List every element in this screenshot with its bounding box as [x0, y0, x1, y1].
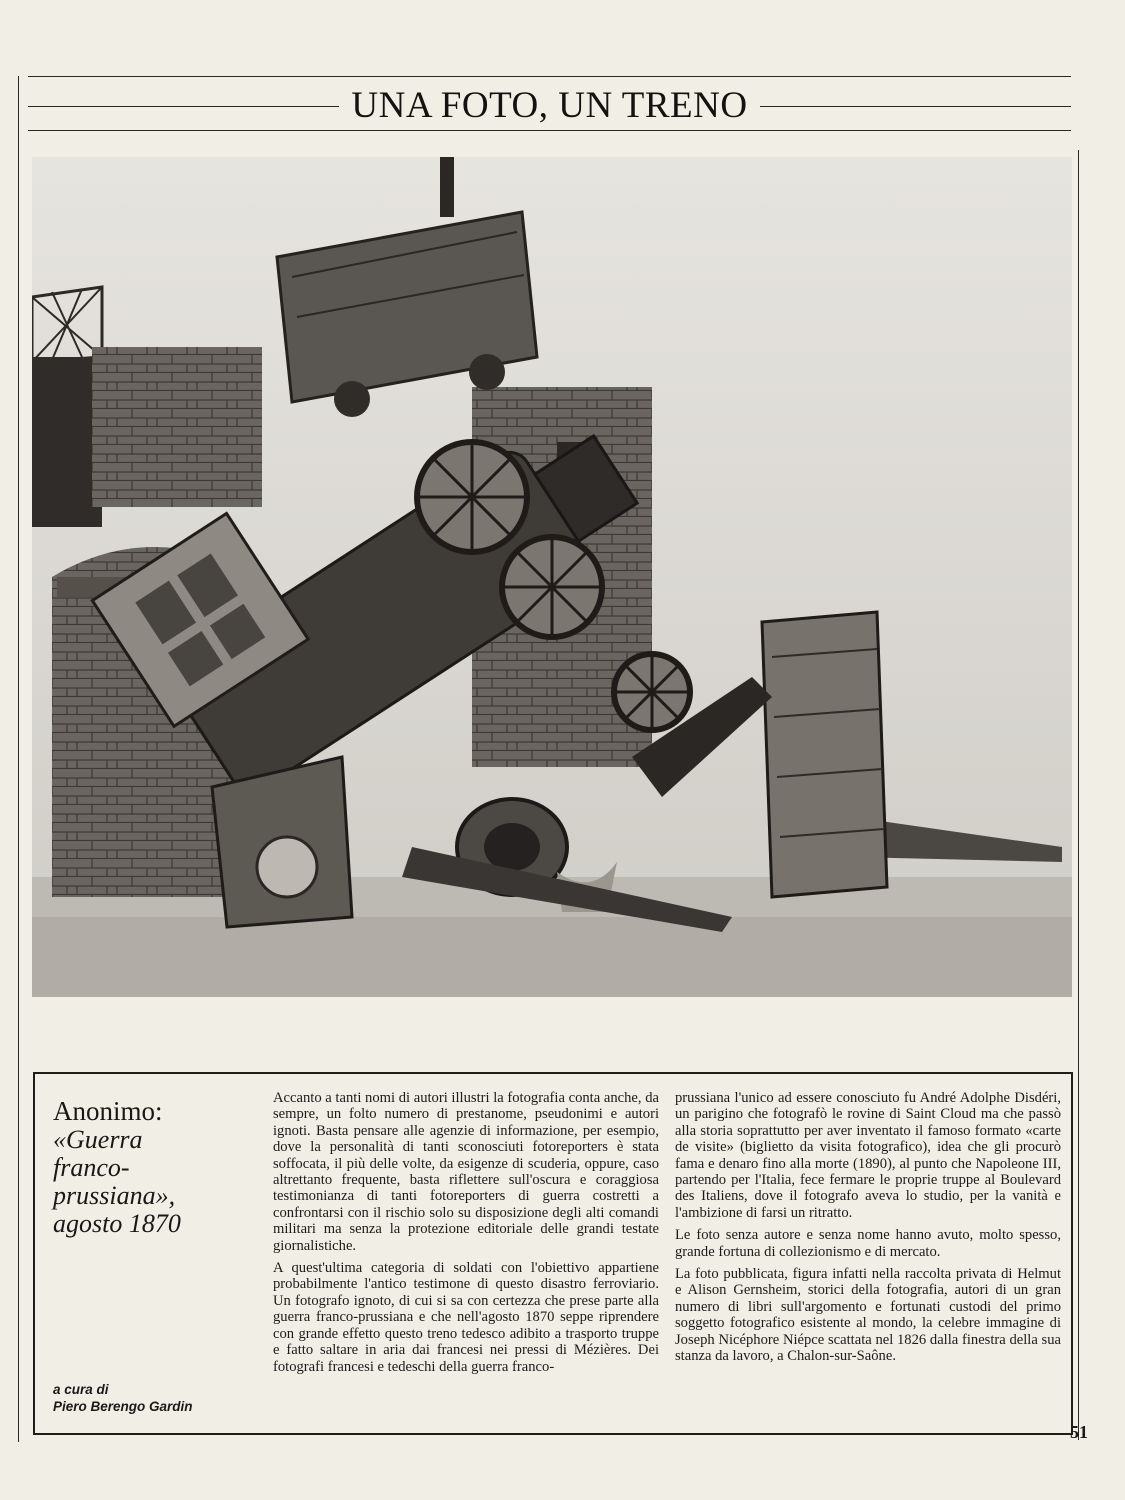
- train-wreck-illustration: [32, 157, 1072, 997]
- article-column-1: [273, 1090, 659, 1381]
- header-rule-top: [28, 76, 1071, 77]
- header: [28, 84, 1071, 128]
- photo-author: Anonimo:: [53, 1096, 163, 1126]
- curator-prefix: a cura di: [53, 1382, 109, 1397]
- article-paragraph: Le foto senza autore e senza nome hanno avuto, molto spesso, grande fortuna di collezionismo e di mercato.: [675, 1227, 1061, 1260]
- article-column-2: [675, 1090, 1061, 1371]
- article-paragraph: Accanto a tanti nomi di autori illustri la fotografia conta anche, da sempre, un folto numero di prestanome, pseudonimi e autori ignoti. Basta pensare alle agenzie di informazione, per esempio, dove la personalità di tanti sconosciuti fotoreporters è stata soffocata, il più delle volte, da esigenze di scuderia, oppure, caso altrettanto frequente, basta riflettere sull'oscura e coraggiosa testimonianza di tanti fotoreporters di guerra costretti a confrontarsi con il rischio solo su disposizione degli alti comandi militari ma senza la protezione editoriale delle grandi testate giornalistiche.: [273, 1090, 659, 1254]
- article-paragraph: prussiana l'unico ad essere conosciuto fu André Adolphe Disdéri, un parigino che fotografò le rovine di Saint Cloud ma che passò alla storia soprattutto per aver inventato il famoso formato «carte de visite» (biglietto da visita fotografico), idea che gli procurò fama e denaro fino alla morte (1890), al punto che Napoleone III, partendo per l'Italia, fece fermare le proprie truppe al Boulevard des Italiens, dove il fotografo aveva lo studio, per la vanità e l'ambizione di farsi un ritratto.: [675, 1090, 1061, 1221]
- curator-name: Piero Berengo Gardin: [53, 1399, 193, 1414]
- article-paragraph: La foto pubblicata, figura infatti nella raccolta privata di Helmut e Alison Gernsheim, storici della fotografia, autori di un gran numero di libri sull'argomento e fortunati custodi del primo soggetto fotografico esistente al mondo, la celebre immagine di Joseph Nicéphore Niépce scattata nel 1826 dalla finestra della sua stanza da lavoro, a Chalon-sur-Saône.: [675, 1266, 1061, 1365]
- caption-box: [33, 1072, 1073, 1435]
- page-title: UNA FOTO, UN TRENO: [351, 85, 748, 126]
- photo-title: «Guerra franco-prussiana», agosto 1870: [53, 1125, 181, 1238]
- page-border-left: [18, 76, 19, 1442]
- curator-credit: [53, 1381, 263, 1415]
- title-rule-right: [760, 106, 1071, 107]
- title-rule-left: [28, 106, 339, 107]
- train-wreck-photo: [32, 157, 1072, 997]
- page-number: 51: [1070, 1422, 1088, 1442]
- page-border-right: [1078, 150, 1079, 1440]
- article-paragraph: A quest'ultima categoria di soldati con l'obiettivo appartiene probabilmente l'antico testimone di questo disastro ferroviario. Un fotografo ignoto, di cui si sa con certezza che prese parte alla guerra franco-prussiana e che nell'agosto 1870 seppe riprendere con grande effetto questo treno tedesco adibito a trasporto truppe e fatto saltare in aria dai francesi nei pressi di Mézières. Dei fotografi francesi e tedeschi della guerra franco-: [273, 1260, 659, 1375]
- header-rule-bottom: [28, 130, 1071, 131]
- photo-credit: [53, 1096, 253, 1238]
